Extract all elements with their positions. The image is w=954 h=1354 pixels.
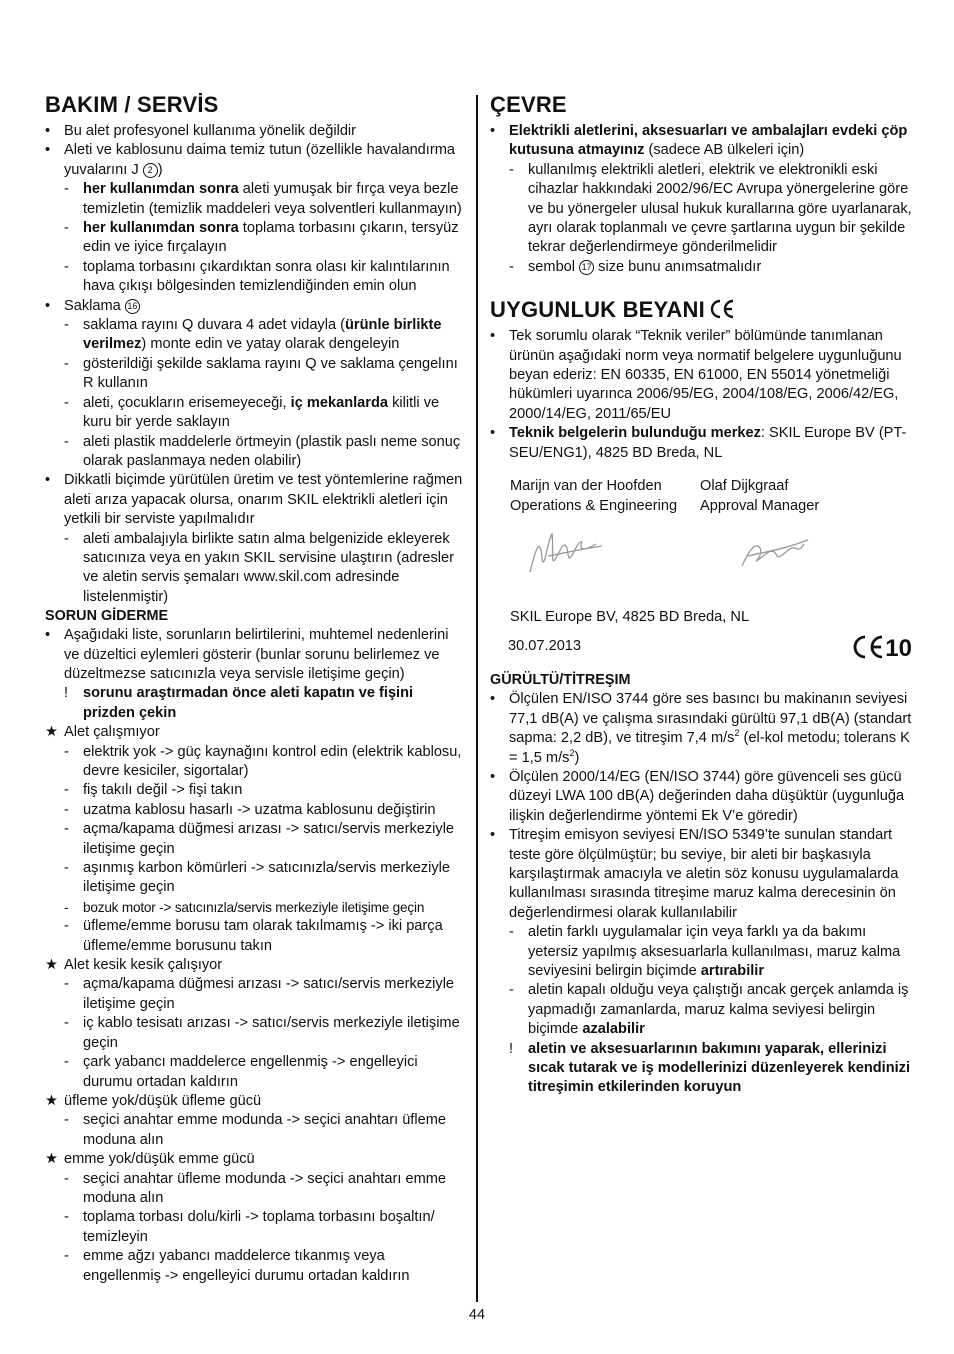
list-marker: • <box>490 425 496 442</box>
list-item: • Elektrikli aletlerini, aksesuarları ve ambalajları evdeki çöp kutusuna atmayınız (sadece AB ülkeleri için) <box>490 123 908 159</box>
list-marker: ! <box>64 685 69 702</box>
sub-item: - gösterildiği şekilde saklama rayını Q ve saklama çengelını R kullanın <box>64 355 458 392</box>
sub-item: - fiş takılı değil -> fişi takın <box>45 781 465 800</box>
list-marker: • <box>490 768 496 785</box>
list-marker: • <box>490 328 496 345</box>
sub-item: - açma/kapama düğmesi arızası -> satıcı/servis merkeziyle iletişime geçin <box>64 976 455 1012</box>
list-marker: ★ <box>45 724 59 741</box>
sub-item: - her kullanımdan sonra aleti yumuşak bir fırça veya bezle temizletin (temizlik maddeleri veya solventleri kullanmayın) <box>64 181 462 217</box>
list-marker: ! <box>509 1040 514 1057</box>
left-column <box>45 92 465 1286</box>
list-marker: - <box>64 1209 69 1226</box>
right-column <box>490 92 912 1098</box>
sub-item: - aleti ambalajıyla birlikte satın alma belgenizide ekleyerek satıcınıza veya en yakın SKIL servisine ulaştırın (adresler ve aletin servis şemaları www.skil.com adresinde listelenmiştir) <box>64 530 454 605</box>
sub-item: - aşınmış karbon kömürleri -> satıcınızla/servis merkeziyle iletişime geçin <box>64 860 450 896</box>
list-marker: - <box>64 899 69 915</box>
company-address: SKIL Europe BV, 4825 BD Breda, NL <box>510 608 750 625</box>
list-marker: - <box>64 1054 69 1071</box>
sub-item: - bozuk motor -> satıcınızla/servis merkeziyle iletişime geçin <box>45 898 465 917</box>
signatories <box>510 477 890 516</box>
ce-year-mark: 10 <box>851 635 912 662</box>
list-item: • Teknik belgelerin bulunduğu merkez: SKIL Europe BV (PT-SEU/ENG1), 4825 BD Breda, NL <box>490 425 907 461</box>
list-marker: • <box>45 142 51 159</box>
signature-2-image <box>738 534 812 574</box>
list-marker: - <box>64 433 69 450</box>
sub-item: - her kullanımdan sonra toplama torbasını çıkarın, tersyüz edin ve iyice fırçalayın <box>64 220 459 256</box>
signature-1-image <box>526 528 606 580</box>
sub-item: - üfleme/emme borusu tam olarak takılmamış -> iki parça üfleme/emme borusunu takın <box>64 918 443 954</box>
list-marker: - <box>64 317 69 334</box>
list-marker: - <box>64 821 69 838</box>
list-marker: - <box>64 976 69 993</box>
list-marker: - <box>64 918 69 935</box>
list-marker: - <box>64 394 69 411</box>
sub-item: - emme ağzı yabancı maddelerce tıkanmış veya engellenmiş -> engelleyici durumu ortadan kaldırın <box>64 1248 410 1284</box>
list-marker: • <box>45 123 51 139</box>
signatory-role: Approval Manager <box>700 497 820 514</box>
list-marker: ★ <box>45 1151 59 1168</box>
list-marker: • <box>45 297 51 314</box>
list-marker: • <box>45 472 51 489</box>
sub-item: - seçici anahtar emme modunda -> seçici anahtarı üfleme moduna alın <box>64 1112 446 1148</box>
sub-item: - toplama torbası dolu/kirli -> toplama torbasını boşaltın/ temizleyin <box>64 1209 435 1245</box>
list-marker: • <box>45 627 51 644</box>
signatory-name: Marijn van der Hoofden <box>510 478 662 495</box>
sub-item: - çark yabancı maddelerce engellenmiş -> engelleyici durumu ortadan kaldırın <box>64 1054 418 1090</box>
figure-ref: 17 <box>579 260 594 275</box>
symptom-item: ★ üfleme yok/düşük üfleme gücü <box>45 1092 465 1111</box>
date-row <box>508 637 912 667</box>
list-marker: - <box>64 860 69 877</box>
ce-mark-icon <box>709 299 735 319</box>
maintenance-heading: BAKIM / SERVİS <box>45 92 219 117</box>
sub-item: - aletin kapalı olduğu veya çalıştığı ancak gerçek anlamda iş yapmadığı zamanlarda, maruz kalma seviyesi belirgin biçimde azalabilir <box>509 982 909 1038</box>
sub-item: - seçici anahtar üfleme modunda -> seçici anahtarı emme moduna alın <box>64 1170 446 1206</box>
sub-item: - uzatma kablosu hasarlı -> uzatma kablosunu değiştirin <box>45 801 465 820</box>
list-marker: - <box>64 258 69 275</box>
list-marker: - <box>64 782 69 799</box>
sub-item: - iç kablo tesisatı arızası -> satıcı/servis merkeziyle iletişime geçin <box>64 1015 460 1051</box>
conformity-heading: UYGUNLUK BEYANI <box>490 297 912 323</box>
sub-item: - elektrik yok -> güç kaynağını kontrol edin (elektrik kablosu, devre kesiciler, sigortalar) <box>64 743 462 779</box>
list-marker: - <box>64 1248 69 1265</box>
symptom-item: ★ emme yok/düşük emme gücü <box>45 1150 465 1169</box>
list-item: • Titreşim emisyon seviyesi EN/ISO 5349’te sunulan standart teste göre ölçülmüştür; bu seviye, bir aleti bir başkasıyla karşılaştırmak amacıyla ve aletin söz konusu uygulamalarda kullanılması sırasında titreşime maruz kalma derecesinin ön değerlendirmesi olarak kullanılabilir <box>490 827 899 921</box>
list-item: • Ölçülen 2000/14/EG (EN/ISO 3744) göre güvenceli ses gücü düzeyi LWA 100 dB(A) değerinden daha düşüktür (uygunluğa ilişkin değerlendirme yöntemi Ek V’e göredir) <box>490 768 905 824</box>
list-marker: ★ <box>45 1092 59 1109</box>
list-marker: - <box>64 220 69 237</box>
environment-heading: ÇEVRE <box>490 92 567 117</box>
list-marker: - <box>509 924 514 941</box>
signatory-role: Operations & Engineering <box>510 497 678 514</box>
symptom-item: ★ Alet çalışmıyor <box>45 723 465 742</box>
sub-item: - aletin farklı uygulamalar için veya farklı ya da bakımı yetersiz yapılmış aksesuarlarla kullanılması, maruz kalma seviyesini belirgin biçimde artırabilir <box>509 924 901 979</box>
list-marker: - <box>509 982 514 999</box>
list-marker: - <box>64 181 69 198</box>
list-item: • Tek sorumlu olarak “Teknik veriler” bölümünde tanımlanan ürünün aşağıdaki norm veya normatif belgelere uygunluğunu beyan ederiz: EN 60335, EN 61000, EN 55014 yönetmeliği hükümleri uyarınca 2006/95/EG, 2004/108/EG, 2006/42/EG, 2000/14/EG, 2011/65/EU <box>490 328 902 422</box>
list-marker: - <box>64 355 69 372</box>
list-item: • Aleti ve kablosunu daima temiz tutun (özellikle havalandırma yuvalarını J 2 ) <box>45 142 455 178</box>
ce-mark-icon <box>851 635 885 659</box>
list-item: • Saklama 16 <box>45 297 465 316</box>
list-marker: - <box>509 258 514 275</box>
signatory-name: Olaf Dijkgraaf <box>700 478 789 495</box>
page-number: 44 <box>468 1307 486 1323</box>
sub-item: - aleti, çocukların erisemeyeceği, iç mekanlarda kilitli ve kuru bir yerde saklayın <box>64 394 440 431</box>
list-marker: - <box>64 1015 69 1032</box>
list-marker: • <box>490 691 496 708</box>
list-item: • Ölçülen EN/ISO 3744 göre ses basıncı bu makinanın seviyesi 77,1 dB(A) ve çalışma sırasındaki gürültü 97,1 dB(A) (standart sapma: 2,2 dB), ve titreşim 7,4 $m/s^2$ (el-kol metodu; tolerans K = 1,5 $m/s^2$) <box>490 691 912 766</box>
figure-ref: 2 <box>143 163 158 178</box>
signatures <box>490 528 912 598</box>
list-marker: • <box>490 827 496 844</box>
warning-item: ! sorunu araştırmadan önce aleti kapatın ve fişini prizden çekin <box>64 685 414 721</box>
declaration-date: 30.07.2013 <box>508 638 582 655</box>
list-marker: - <box>64 801 69 818</box>
warning-item: ! aletin ve aksesuarlarının bakımını yaparak, ellerinizi sıcak tutarak ve iş modellerinizi düzenleyerek kendinizi titreşimin etkilerinden koruyun <box>509 1040 911 1096</box>
list-item: • Dikkatli biçimde yürütülen üretim ve test yöntemlerine rağmen aleti arıza yapacak olursa, onarım SKIL elektrikli aletleri için yetkili bir serviste yapılmalıdır <box>45 472 463 528</box>
sub-item: - sembol 17 size bunu anımsatmalıdır <box>490 258 912 277</box>
sub-item: - saklama rayını Q duvara 4 adet vidayla (ürünle birlikte verilmez) monte edin ve yatay olarak dengeleyin <box>64 317 442 353</box>
list-marker: - <box>64 743 69 760</box>
sub-item: - kullanılmış elektrikli aletleri, elektrik ve elektronikli eski cihazlar hakkındaki 2002/96/EC Avrupa yönergelerine göre ve bu yönergeler ulusal hukuk kurallarına göre uyarlanarak, ayrı olarak toplanmalı ve çevre şartlarına uygun bir şekilde tekrar değerlendirmeye gönderilmelidir <box>509 161 912 256</box>
troubleshooting-heading: SORUN GİDERME <box>45 608 169 625</box>
symptom-item: ★ Alet kesik kesik çalışıyor <box>45 956 465 975</box>
list-marker: - <box>64 1170 69 1187</box>
list-marker: - <box>64 1112 69 1129</box>
list-marker: - <box>509 161 514 178</box>
sub-item: - toplama torbasını çıkardıktan sonra olası kir kalıntılarının hava çıkışı bölgesinden temizlendiğinden emin olun <box>64 258 450 295</box>
sub-item: - açma/kapama düğmesi arızası -> satıcı/servis merkeziyle iletişime geçin <box>64 821 455 857</box>
figure-ref: 16 <box>125 299 140 314</box>
list-marker: ★ <box>45 957 59 974</box>
list-item: • Bu alet profesyonel kullanıma yönelik değildir <box>45 122 465 141</box>
list-item: • Aşağıdaki liste, sorunların belirtilerini, muhtemel nedenlerini ve düzeltici eylemleri gösterir (bunlar sorunu belirlemez ve düzeltmezse satıcınızla veya servisle iletişime geçin) <box>45 627 449 682</box>
list-marker: • <box>490 123 496 139</box>
noise-heading: GÜRÜLTÜ/TİTREŞIM <box>490 672 631 689</box>
list-marker: - <box>64 530 69 547</box>
column-divider <box>476 95 478 1302</box>
sub-item: - aleti plastik maddelerle örtmeyin (plastik paslı neme sonuç olarak paslanmaya neden olabilir) <box>64 433 461 469</box>
